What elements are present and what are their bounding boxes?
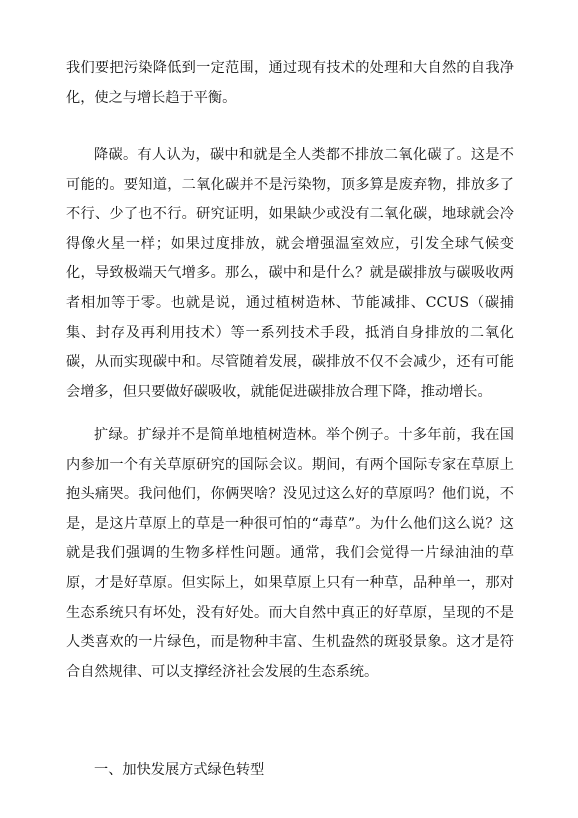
paragraph-greening: 扩绿。扩绿并不是简单地植树造林。举个例子。十多年前，我在国内参加一个有关草原研究的国际会议。期间，有两个国际专家在草原上抱头痛哭。我问他们，你俩哭啥？没见过这么好的草原吗？他们说，不是，是这片草原上的草是一种很可怕的“毒草”。为什么他们这么说？这就是我们强调的生物多样性问题。通常，我们会觉得一片绿油油的草原，才是好草原。但实际上，如果草原上只有一种草，品种单一，那对生态系统只有坏处，没有好处。而大自然中真正的好草原，呈现的不是人类喜欢的一片绿色，而是物种丰富、生机盎然的斑驳景象。这才是符合自然规律、可以支撑经济社会发展的生态系统。	[66, 427, 514, 680]
paragraph-pollution: 我们要把污染降低到一定范围，通过现有技术的处理和大自然的自我净化，使之与增长趋于平衡。	[66, 60, 514, 106]
section-heading: 一、加快发展方式绿色转型	[94, 762, 265, 778]
paragraph-carbon-reduction: 降碳。有人认为，碳中和就是全人类都不排放二氧化碳了。这是不可能的。要知道，二氧化碳并不是污染物，顶多算是废弃物，排放多了不行、少了也不行。研究证明，如果缺少或没有二氧化碳，地球就会冷得像火星一样；如果过度排放，就会增强温室效应，引发全球气候变化，导致极端天气增多。那么，碳中和是什么？就是碳排放与碳吸收两者相加等于零。也就是说，通过植树造林、节能减排、CCUS（碳捕集、封存及再利用技术）等一系列技术手段，抵消自身排放的二氧化碳，从而实现碳中和。尽管随着发展，碳排放不仅不会减少，还有可能会增多，但只要做好碳吸收，就能促进碳排放合理下降，推动增长。	[66, 147, 514, 400]
